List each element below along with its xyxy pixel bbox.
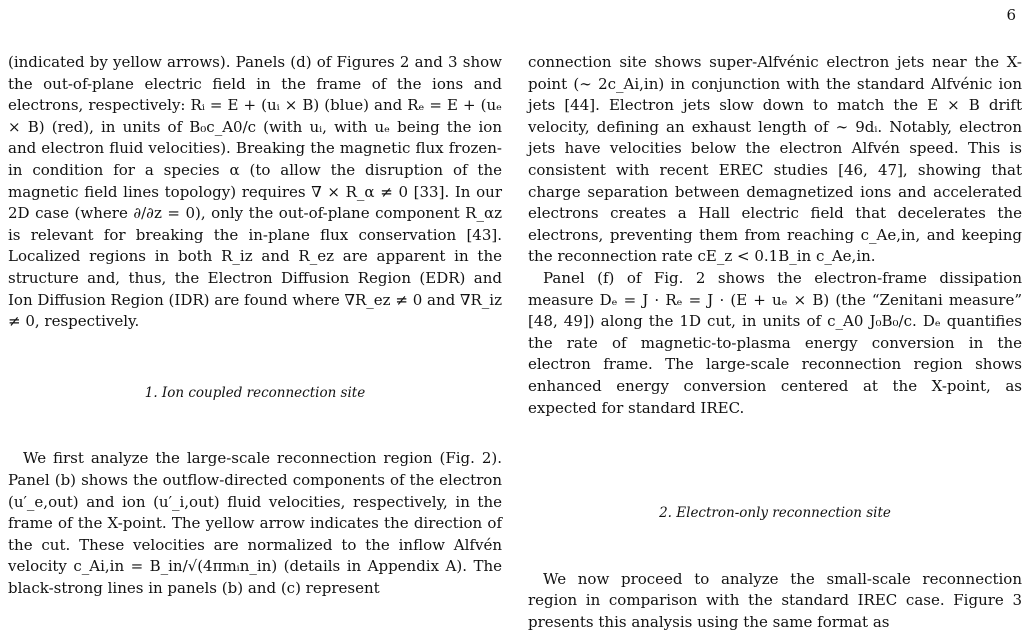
- left-column: [8, 52, 502, 599]
- left-paragraph-2: We first analyze the large-scale reconnection region (Fig. 2). Panel (b) shows the outflow-directed components of the electron (u′_e,out) and ion (u′_i,out) fluid velocities, respectively, in the frame of the X-point. The yellow arrow indicates the direction of the cut. These velocities are normalized to the inflow Alfvén velocity c_Ai,in = B_in/√(4πmᵢn_in) (details in Appendix A). The black-strong lines in panels (b) and (c) represent: [8, 449, 502, 597]
- subsection-title-electron-only: 2. Electron-only reconnection site: [659, 505, 891, 522]
- right-paragraph-2: Panel (f) of Fig. 2 shows the electron-frame dissipation measure Dₑ = J · Rₑ = J · (E + uₑ × B) (the “Zenitani measure” [48, 49]) along the 1D cut, in units of c_A0 J₀B₀/c. Dₑ quantifies the rate of magnetic-to-plasma energy conversion in the electron frame. The large-scale reconnection region shows enhanced energy conversion centered at the X-point, as expected for standard IREC.: [528, 268, 1022, 417]
- right-column: [528, 52, 1022, 633]
- right-paragraph-1: connection site shows super-Alfvénic electron jets near the X-point (∼ 2c_Ai,in) in conjunction with the standard Alfvénic ion jets [44]. Electron jets slow down to match the E × B drift velocity, defining an exhaust length of ∼ 9dᵢ. Notably, electron jets have velocities below the electron Alfvén speed. This is consistent with recent EREC studies [46, 47], showing that charge separation between demagnetized ions and accelerated electrons creates a Hall electric field that decelerates the electrons, preventing them from reaching c_Ae,in, and keeping the reconnection rate cE_z < 0.1B_in c_Ae,in.: [528, 53, 1022, 266]
- right-paragraph-3: We now proceed to analyze the small-scale reconnection region in comparison with the standard IREC case. Figure 3 presents this analysis using the same format as: [528, 569, 1022, 631]
- subsection-title-ion-coupled: 1. Ion coupled reconnection site: [144, 384, 366, 401]
- left-paragraph-1: (indicated by yellow arrows). Panels (d) of Figures 2 and 3 show the out-of-plane electric field in the frame of the ions and electrons, respectively: Rᵢ = E + (uᵢ × B) (blue) and Rₑ = E + (uₑ × B) (red), in units of B₀c_A0/c (with uᵢ, with uₑ being the ion and electron fluid velocities). Breaking the magnetic flux frozen-in condition for a species α (to allow the disruption of the magnetic field lines topology) requires ∇ × R_α ≠ 0 [33]. In our 2D case (where ∂/∂z = 0), only the out-of-plane component R_αz is relevant for breaking the in-plane flux conservation [43]. Localized regions in both R_iz and R_ez are apparent in the structure and, thus, the Electron Diffusion Region (EDR) and Ion Diffusion Region (IDR) are found where ∇R_ez ≠ 0 and ∇R_iz ≠ 0, respectively.: [8, 53, 502, 331]
- page-number: 6: [1006, 6, 1016, 24]
